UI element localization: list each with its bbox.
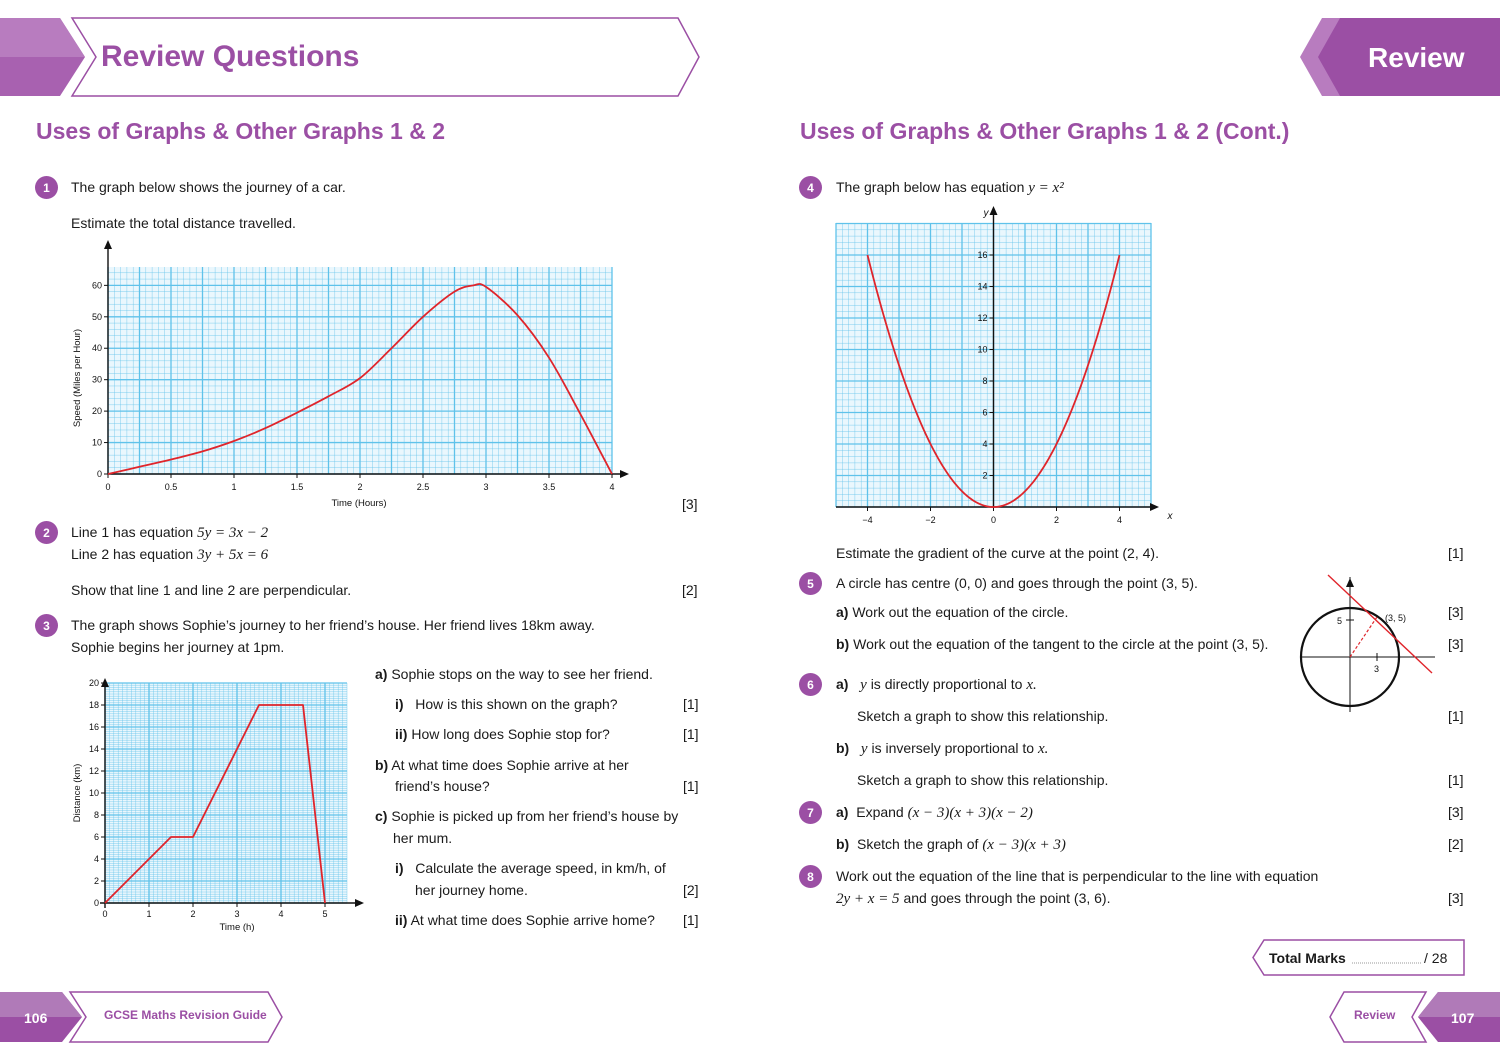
q2-line1-equation: 5y = 3x − 2: [197, 525, 269, 541]
q5a-marks: [3]: [1448, 604, 1464, 620]
q3aii-text: How long does Sophie stop for?: [411, 726, 610, 742]
parabola-chart: [805, 200, 1185, 535]
x-tick-label: 2.5: [416, 482, 430, 492]
y-tick-label: 10: [977, 344, 988, 355]
x-tick-label: 3.5: [542, 482, 556, 492]
y-tick-label: 0: [93, 898, 99, 908]
q3cii-marks: [1]: [683, 912, 699, 928]
question-number-7: 7: [799, 801, 822, 824]
question-number-2: 2: [35, 521, 58, 544]
x-tick-label: 3: [483, 482, 489, 492]
q8-line2: [836, 888, 1111, 910]
diagram-label-3: 3: [1374, 664, 1380, 674]
q3ai-text: How is this shown on the graph?: [415, 696, 618, 712]
q8-text2: and goes through the point (3, 6).: [903, 890, 1111, 906]
y-tick-label: 14: [88, 744, 99, 754]
q7a-text: Expand: [856, 804, 904, 820]
q3ci-label: i): [395, 860, 404, 876]
question-number-3: 3: [35, 614, 58, 637]
q3-text1: The graph shows Sophie’s journey to her friend’s house. Her friend lives 18km away.: [71, 617, 595, 633]
y-tick-label: 14: [977, 281, 988, 292]
q7a-marks: [3]: [1448, 804, 1464, 820]
x-tick-label: 4: [278, 909, 284, 919]
y-tick-label: 2: [982, 470, 988, 481]
q5a-text: Work out the equation of the circle.: [852, 604, 1069, 620]
distance-time-chart: [60, 668, 370, 936]
footer-left-page-number: 106: [24, 1010, 48, 1026]
question-number-6: 6: [799, 673, 822, 696]
x-tick-label: −4: [862, 515, 873, 525]
q4-line: [836, 177, 1064, 199]
q3-text2: Sophie begins her journey at 1pm.: [71, 639, 285, 655]
q4-marks: [1]: [1448, 545, 1464, 561]
q2-line1: [71, 522, 268, 544]
q3cii-text: At what time does Sophie arrive home?: [410, 912, 655, 928]
total-marks-label: Total Marks: [1269, 950, 1346, 966]
y-tick-label: 12: [977, 313, 988, 323]
question-number-1: 1: [35, 176, 58, 199]
q2-line2-equation: 3y + 5x = 6: [197, 547, 269, 563]
q5a: [836, 602, 1068, 623]
y-tick-label: 2: [93, 876, 99, 886]
q3ai-marks: [1]: [683, 696, 699, 712]
q3aii: [395, 724, 610, 745]
diagram-radius: [1350, 617, 1377, 657]
x-axis-title: Time (Hours): [331, 498, 387, 509]
q4-equation: y = x²: [1028, 180, 1064, 196]
q3c-line1: [375, 806, 678, 827]
q6a-label: a): [836, 676, 849, 692]
q5b-text: Work out the equation of the tangent to the circle at the point (3, 5).: [853, 636, 1269, 652]
q7a-expression: (x − 3)(x + 3)(x − 2): [907, 805, 1033, 821]
q2-line2: [71, 544, 268, 566]
page-header-title: Review Questions: [101, 40, 360, 73]
x-tick-label: 4: [1116, 515, 1123, 525]
q6a-var-y: y: [860, 677, 867, 693]
q3a-text: Sophie stops on the way to see her friend.: [391, 666, 653, 682]
q6a: [836, 674, 1037, 696]
x-tick-label: 0: [102, 909, 108, 919]
q7b: [836, 834, 1066, 856]
left-section-title: Uses of Graphs & Other Graphs 1 & 2: [36, 118, 446, 144]
y-tick-label: 6: [93, 832, 99, 842]
q3a: [375, 664, 653, 685]
q2-line1-prefix: Line 1 has equation: [71, 524, 194, 540]
q6b-text2: Sketch a graph to show this relationship.: [857, 772, 1109, 788]
section-header-review: Review: [1368, 42, 1465, 73]
q2-line2-prefix: Line 2 has equation: [71, 546, 194, 562]
y-tick-label: 8: [982, 376, 988, 386]
q5-text: A circle has centre (0, 0) and goes through the point (3, 5).: [836, 575, 1198, 591]
q4-text2: Estimate the gradient of the curve at the point (2, 4).: [836, 545, 1159, 561]
y-tick-label: 40: [91, 343, 102, 354]
x-axis-title: Time (h): [219, 922, 255, 933]
question-number-4: 4: [799, 176, 822, 199]
y-tick-label: 8: [93, 810, 99, 820]
diagram-y-arrow: [1346, 578, 1354, 587]
y-tick-label: 4: [982, 439, 988, 449]
question-number-8: 8: [799, 865, 822, 888]
x-axis-arrow: [620, 470, 629, 478]
y-tick-label: 12: [88, 766, 99, 776]
x-tick-label: 1: [146, 909, 152, 919]
x-axis-arrow: [1150, 503, 1159, 511]
q6a-text2: Sketch a graph to show this relationship.: [857, 708, 1109, 724]
q6b-marks: [1]: [1448, 772, 1464, 788]
q7b-label: b): [836, 836, 850, 852]
q3b-text2: friend’s house?: [395, 778, 490, 794]
q3ai: [395, 694, 618, 715]
y-axis-arrow: [990, 206, 998, 215]
q3ci-line1: [395, 858, 666, 879]
q3cii-label: ii): [395, 912, 408, 928]
q3c-label: c): [375, 808, 388, 824]
x-axis-arrow: [355, 899, 364, 907]
y-tick-label: 6: [982, 407, 988, 418]
right-section-title: Uses of Graphs & Other Graphs 1 & 2 (Cont.): [800, 118, 1290, 144]
footer-right-page-number: 107: [1451, 1010, 1475, 1026]
circle-tangent-diagram: [1295, 570, 1440, 715]
q6b-var-y: y: [860, 741, 868, 757]
y-tick-label: 60: [91, 280, 102, 291]
q6b: [836, 738, 1048, 760]
q6a-var-x: x.: [1026, 677, 1037, 693]
q6b-label: b): [836, 740, 850, 756]
q3b-marks: [1]: [683, 778, 699, 794]
footer-book-title: GCSE Maths Revision Guide: [104, 1008, 267, 1022]
q3a-label: a): [375, 666, 388, 682]
q3ci-marks: [2]: [683, 882, 699, 898]
q3cii: [395, 910, 655, 931]
diagram-tangent-line: [1328, 575, 1432, 673]
x-tick-label: −2: [925, 515, 936, 525]
y-tick-label: 30: [91, 374, 102, 385]
q3ai-label: i): [395, 696, 404, 712]
speed-time-chart: [60, 238, 640, 513]
y-axis-arrow: [104, 240, 112, 249]
x-tick-label: 5: [322, 909, 328, 919]
y-tick-label: 20: [91, 406, 102, 417]
q3ci-text2: her journey home.: [415, 882, 528, 898]
q3aii-marks: [1]: [683, 726, 699, 742]
q8-equation: 2y + x = 5: [836, 891, 900, 907]
diagram-label-5: 5: [1337, 616, 1343, 626]
x-tick-label: 0: [105, 482, 111, 492]
q5b-marks: [3]: [1448, 636, 1464, 652]
x-tick-label: 2: [357, 482, 363, 492]
x-tick-label: 2: [1053, 515, 1060, 525]
q7b-text: Sketch the graph of: [857, 836, 979, 852]
y-tick-label: 18: [88, 700, 99, 710]
y-tick-label: 4: [93, 854, 99, 864]
q7a-label: a): [836, 804, 849, 820]
question-number-5: 5: [799, 572, 822, 595]
footer-section-name: Review: [1354, 1008, 1396, 1022]
x-tick-label: 1: [231, 482, 237, 492]
x-tick-label: 4: [609, 482, 615, 492]
diagram-label-point: (3, 5): [1385, 613, 1407, 623]
q3b-label: b): [375, 757, 389, 773]
q7a: [836, 802, 1033, 824]
q6b-var-x: x.: [1037, 741, 1049, 757]
x-tick-label: 3: [234, 909, 240, 919]
y-tick-label: 16: [977, 250, 988, 260]
q3c-text1: Sophie is picked up from her friend’s house by: [391, 808, 679, 824]
y-tick-label: 20: [88, 678, 99, 688]
total-marks-value: / 28: [1424, 950, 1448, 966]
q4-text: The graph below has equation: [836, 179, 1025, 195]
q6a-text: is directly proportional to: [870, 676, 1023, 692]
q5b-label: b): [836, 636, 850, 652]
q3c-text2: her mum.: [393, 830, 453, 846]
q6a-marks: [1]: [1448, 708, 1464, 724]
y-axis-title: Distance (km): [72, 763, 83, 823]
y-tick-label: 0: [96, 469, 102, 479]
q3ci-text1: Calculate the average speed, in km/h, of: [415, 860, 666, 876]
q1-marks: [3]: [682, 496, 698, 512]
x-tick-label: 2: [190, 909, 196, 919]
q3aii-label: ii): [395, 726, 408, 742]
y-axis-title: y: [983, 208, 989, 219]
y-tick-label: 16: [88, 722, 99, 732]
q2-text: Show that line 1 and line 2 are perpendicular.: [71, 582, 352, 598]
y-tick-label: 10: [88, 788, 99, 798]
q2-marks: [2]: [682, 582, 698, 598]
x-tick-label: 0: [990, 515, 997, 525]
q7b-marks: [2]: [1448, 836, 1464, 852]
q3b-line1: [375, 755, 629, 776]
y-axis-title: Speed (Miles per Hour): [72, 328, 83, 428]
y-tick-label: 50: [91, 311, 102, 322]
q3b-text1: At what time does Sophie arrive at her: [391, 757, 629, 773]
q6b-text: is inversely proportional to: [871, 740, 1035, 756]
q1-text: The graph below shows the journey of a car.: [71, 179, 346, 195]
y-tick-label: 10: [91, 437, 102, 448]
q7b-expression: (x − 3)(x + 3): [982, 837, 1066, 853]
x-tick-label: 1.5: [290, 482, 304, 492]
q8-marks: [3]: [1448, 890, 1464, 906]
x-tick-label: 0.5: [164, 482, 178, 492]
q1-text2: Estimate the total distance travelled.: [71, 215, 296, 231]
x-axis-title: x: [1167, 511, 1173, 522]
q8-text1: Work out the equation of the line that is perpendicular to the line with equation: [836, 868, 1319, 884]
q5a-label: a): [836, 604, 849, 620]
q5b: [836, 634, 1268, 655]
